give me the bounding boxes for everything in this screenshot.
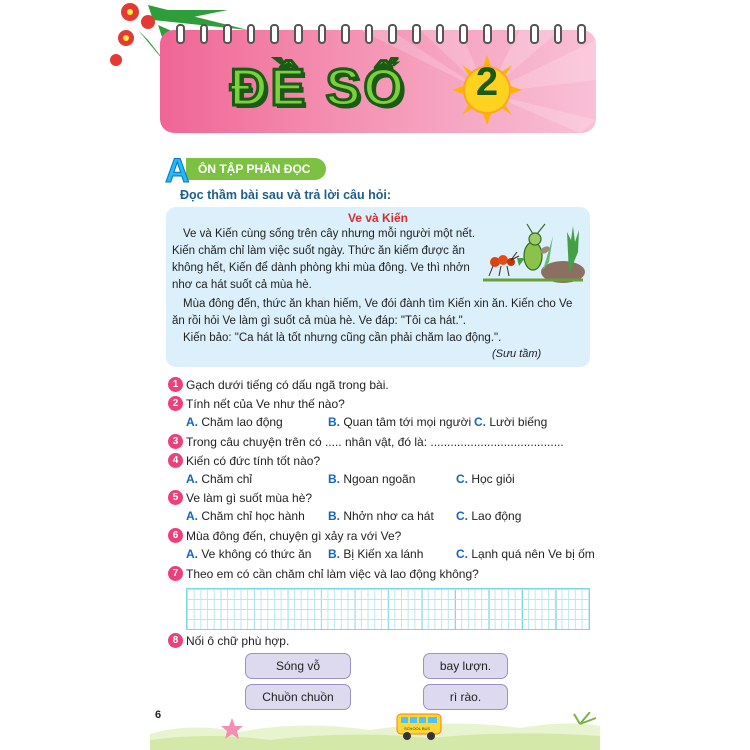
spiral-binding <box>176 24 586 42</box>
story-title: Ve và Kiến <box>347 211 409 225</box>
question-number: 3 <box>168 434 183 449</box>
match-box-left[interactable]: Sóng vỗ <box>245 653 351 679</box>
question-text: Trong câu chuyện trên có ..... nhân vật, đó là: ........................................ <box>186 435 564 449</box>
story-line: Mùa đông đến, thức ăn khan hiếm, Ve đói đành tìm Kiến xin ăn. Kiến cho Ve <box>183 298 573 310</box>
story-line: Kiến bảo: "Ca hát là tốt nhưng cũng cần phải chăm lao động.". <box>183 332 502 344</box>
page-number: 6 <box>155 709 162 721</box>
story-line: Kiến chăm chỉ làm việc suốt ngày. Thức ăn kiếm được ăn <box>172 245 465 257</box>
answer-option[interactable]: C. Lạnh quá nên Ve bị ốm <box>456 547 595 561</box>
answer-option[interactable]: A. Chăm chỉ <box>186 472 253 486</box>
question-text: Tính nết của Ve như thế nào? <box>186 397 345 411</box>
answer-option[interactable]: C. Lười biếng <box>474 415 548 429</box>
answer-option[interactable]: C. Học giỏi <box>456 472 515 486</box>
question-text: Kiến có đức tính tốt nào? <box>186 454 321 468</box>
answer-option[interactable]: B. Quan tâm tới mọi người <box>328 415 472 429</box>
story-line: nhơ ca hát suốt cả mùa hè. <box>172 279 312 291</box>
reading-instruction: Đọc thầm bài sau và trả lời câu hỏi: <box>180 188 392 202</box>
question-text: Ve làm gì suốt mùa hè? <box>186 491 313 505</box>
story-source: (Sưu tầm) <box>492 348 542 360</box>
story-line: Ve và Kiến cùng sống trên cây nhưng mỗi người một nết. <box>183 228 476 240</box>
writing-grid[interactable] <box>186 588 590 630</box>
question-number: 8 <box>168 633 183 648</box>
story-line: ăn rồi hỏi Ve làm gì suốt cả mùa hè. Ve đáp: "Tôi ca hát.". <box>172 315 466 327</box>
question-number: 6 <box>168 528 183 543</box>
answer-option[interactable]: A. Chăm lao động <box>186 415 283 429</box>
question-number: 5 <box>168 490 183 505</box>
story-line: không hết, Kiến để dành phòng khi mùa đông. Ve thì nhởn <box>172 262 470 274</box>
question-number: 2 <box>168 396 183 411</box>
answer-option[interactable]: B. Nhởn nhơ ca hát <box>328 509 434 523</box>
match-box-right[interactable]: bay lượn. <box>423 653 508 679</box>
school-bus-icon <box>396 712 442 742</box>
section-a-label: ÔN TẬP PHẦN ĐỌC <box>186 158 326 180</box>
question-number: 4 <box>168 453 183 468</box>
question-number: 7 <box>168 566 183 581</box>
question-number: 1 <box>168 377 183 392</box>
exam-number: 2 <box>475 60 499 104</box>
question-text: Nối ô chữ phù hợp. <box>186 634 290 648</box>
answer-option[interactable]: A. Chăm chỉ học hành <box>186 509 305 523</box>
bus-label: SCHOOL BUS <box>404 726 431 731</box>
question-text: Gạch dưới tiếng có dấu ngã trong bài. <box>186 378 389 392</box>
ant-grasshopper-illustration <box>483 222 585 284</box>
answer-option[interactable]: B. Bị Kiến xa lánh <box>328 547 424 561</box>
answer-option[interactable]: A. Ve không có thức ăn <box>186 547 312 561</box>
question-text: Mùa đông đến, chuyện gì xảy ra với Ve? <box>186 529 402 543</box>
match-box-left[interactable]: Chuồn chuồn <box>245 684 351 710</box>
section-a-letter: A <box>165 152 190 190</box>
match-box-right[interactable]: rì rào. <box>423 684 508 710</box>
grass-footer-decoration <box>150 712 600 750</box>
page-title: ĐỀ SỐ <box>230 59 407 117</box>
question-text: Theo em có cần chăm chỉ làm việc và lao động không? <box>186 567 479 581</box>
answer-option[interactable]: B. Ngoan ngoãn <box>328 472 416 486</box>
answer-option[interactable]: C. Lao động <box>456 509 522 523</box>
